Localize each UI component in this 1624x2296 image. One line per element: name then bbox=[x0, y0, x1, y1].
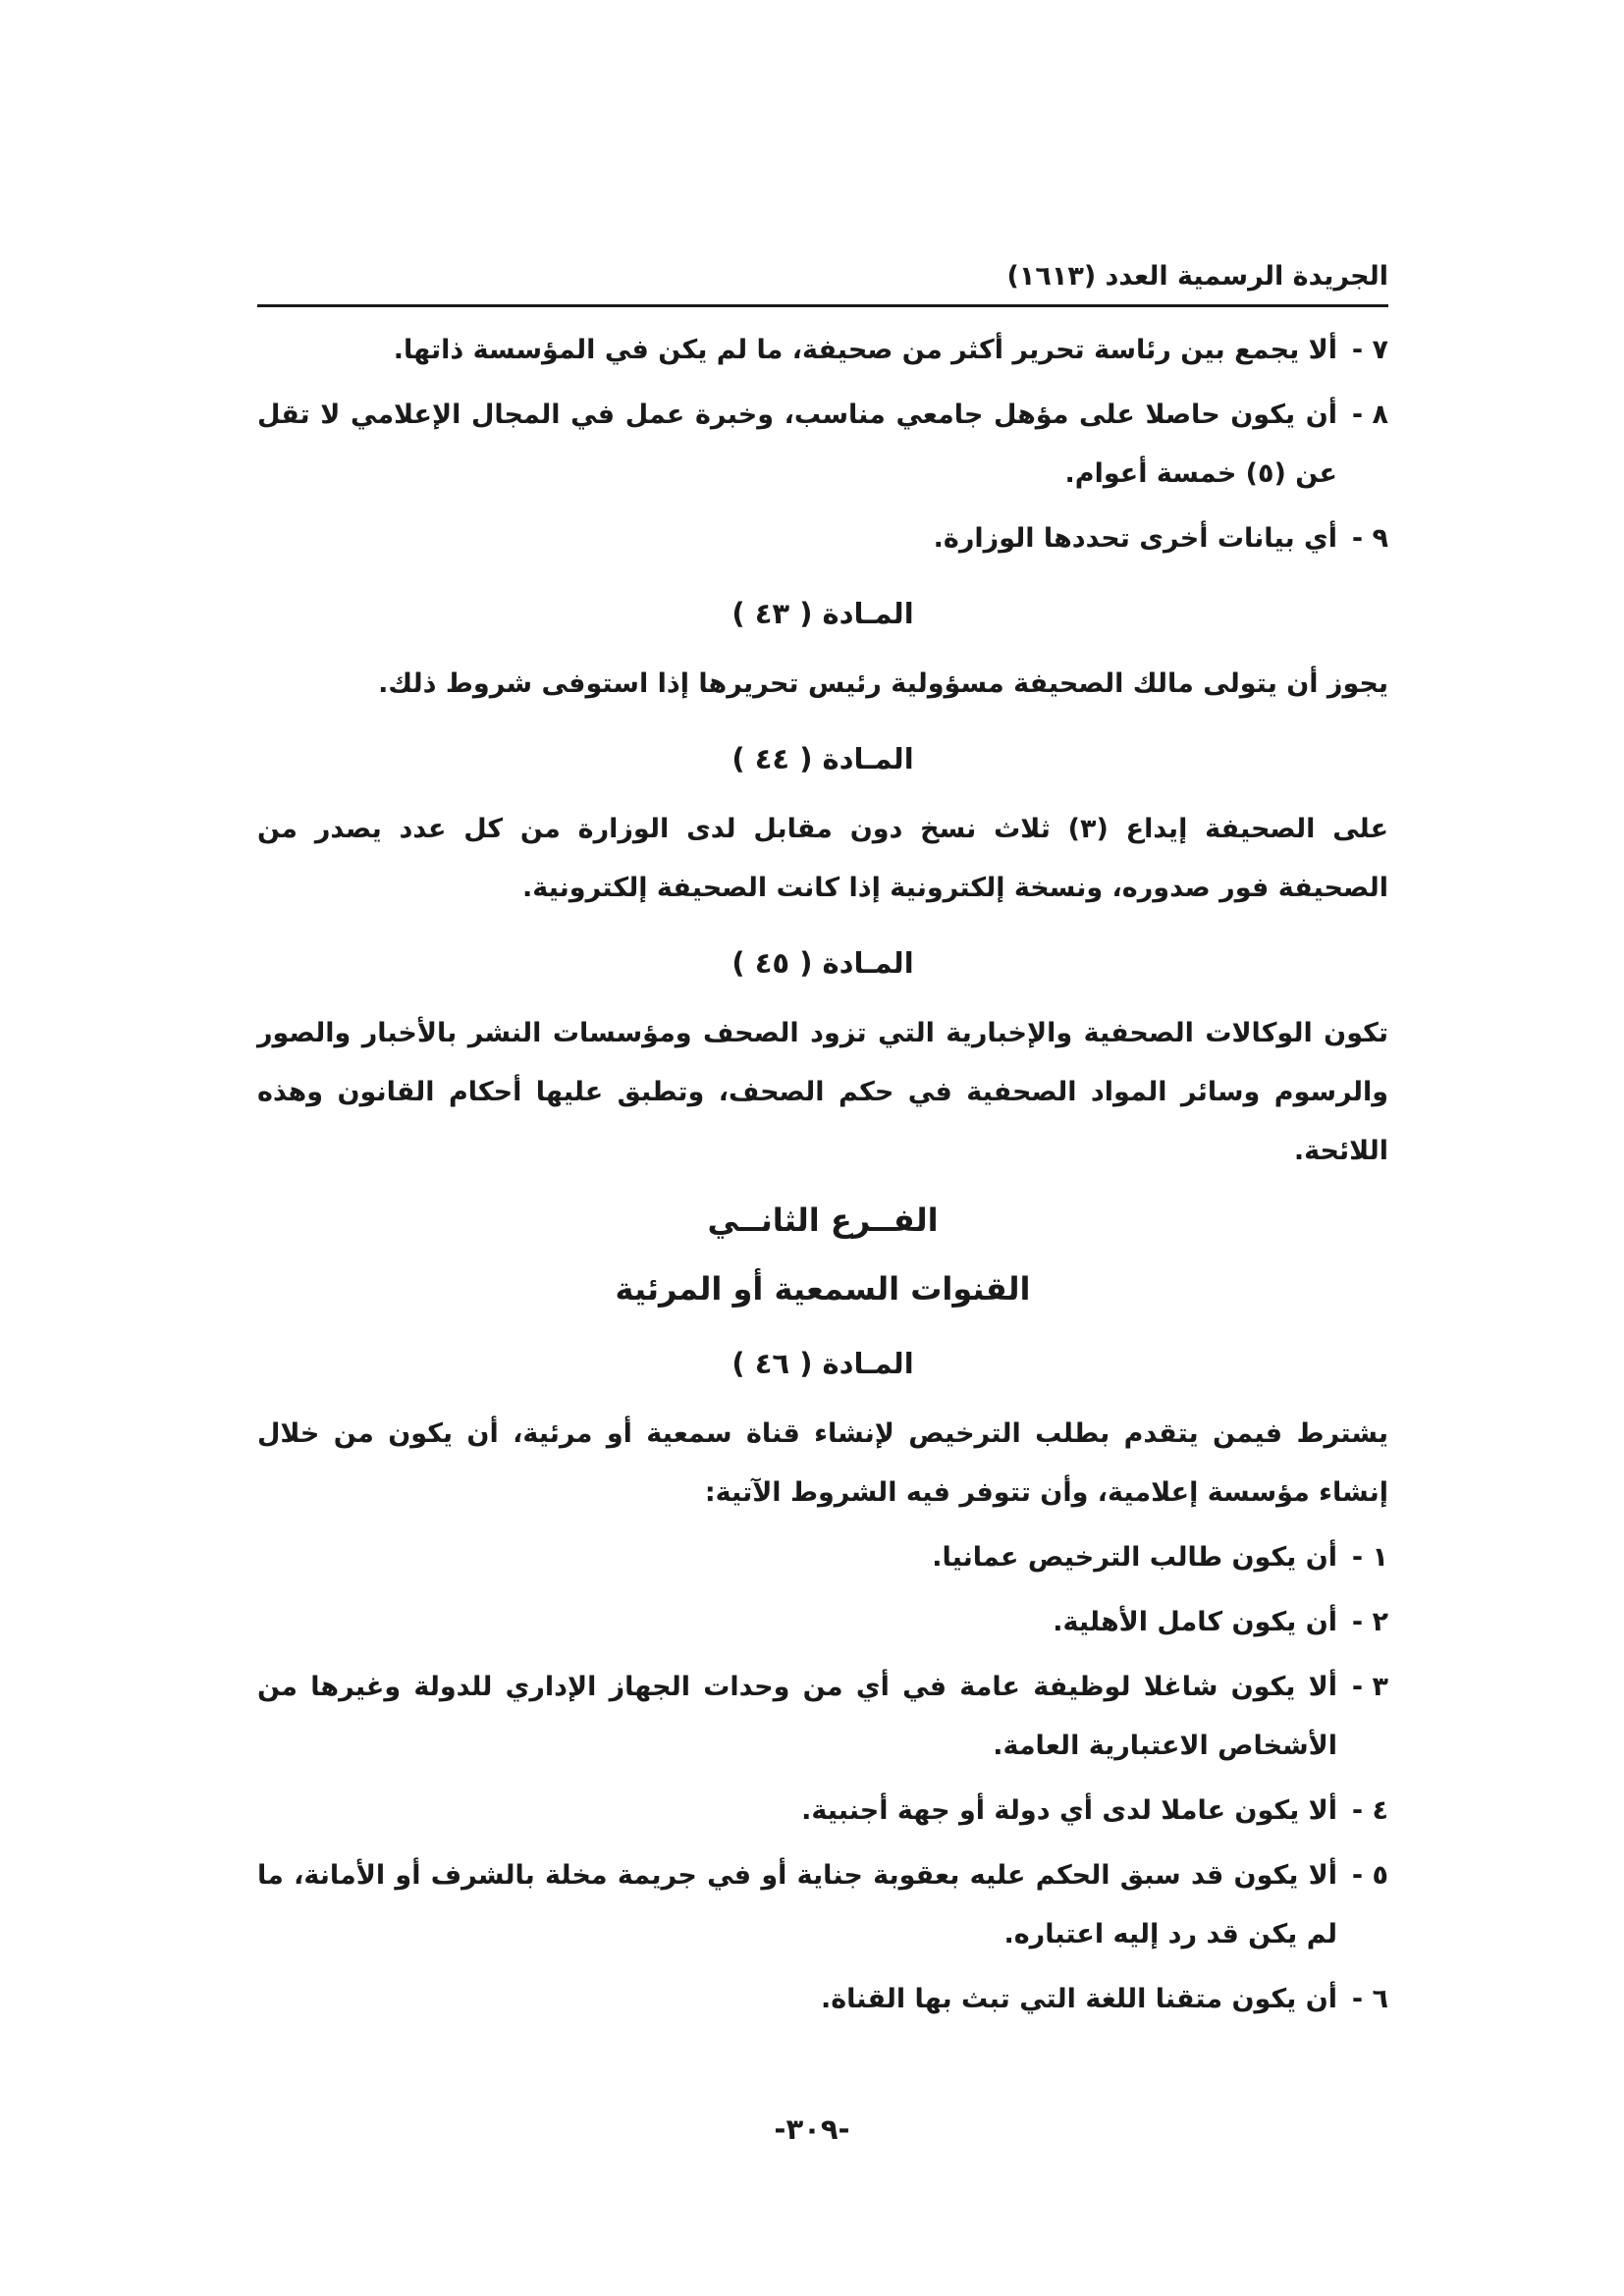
article-43-title: المـادة ( ٤٣ ) bbox=[731, 597, 914, 630]
article-46-title: المـادة ( ٤٦ ) bbox=[731, 1347, 914, 1380]
list-item-7 bbox=[257, 321, 1388, 380]
list-item-number: ٧ - bbox=[1351, 335, 1388, 365]
branch-subtitle: القنوات السمعية أو المرئية bbox=[615, 1270, 1031, 1308]
list-item-number: ٦ - bbox=[1351, 1984, 1388, 2014]
list-item-text: أي بيانات أخرى تحددها الوزارة. bbox=[933, 523, 1337, 554]
list-item-number: ١ - bbox=[1351, 1542, 1388, 1573]
branch-title: الفــرع الثانــي bbox=[707, 1201, 939, 1239]
list-item-number: ٤ - bbox=[1351, 1795, 1388, 1826]
list-item-text: أن يكون حاصلا على مؤهل جامعي مناسب، وخبرة عمل في المجال الإعلامي لا تقل عن (٥) خمسة أعوام. bbox=[257, 400, 1337, 489]
article-44-text: على الصحيفة إيداع (٣) ثلاث نسخ دون مقابل لدى الوزارة من كل عدد يصدر من الصحيفة فور صدوره، ونسخة إلكترونية إذا كانت الصحيفة إلكترونية. bbox=[257, 814, 1389, 903]
condition-item-6 bbox=[257, 1970, 1388, 2029]
condition-item-4 bbox=[257, 1782, 1388, 1841]
condition-item-2 bbox=[257, 1593, 1388, 1652]
list-item-number: ٥ - bbox=[1351, 1860, 1388, 1891]
article-46-text: يشترط فيمن يتقدم بطلب الترخيص لإنشاء قناة سمعية أو مرئية، أن يكون من خلال إنشاء مؤسسة إعلامية، وأن تتوفر فيه الشروط الآتية: bbox=[257, 1418, 1388, 1508]
running-header: الجريدة الرسمية العدد (١٦١٣) bbox=[257, 257, 1388, 307]
page-number: -٣٠٩- bbox=[774, 2112, 850, 2146]
list-item-text: ألا يكون شاغلا لوظيفة عامة في أي من وحدات الجهاز الإداري للدولة وغيرها من الأشخاص الاعتبارية العامة. bbox=[257, 1672, 1337, 1761]
list-item-text: ألا يكون عاملا لدى أي دولة أو جهة أجنبية. bbox=[801, 1795, 1337, 1826]
list-item-text: ألا يكون قد سبق الحكم عليه بعقوبة جناية أو في جريمة مخلة بالشرف أو الأمانة، ما لم يكن قد رد إليه اعتباره. bbox=[257, 1860, 1337, 1949]
list-item-9 bbox=[257, 509, 1388, 568]
article-43-text: يجوز أن يتولى مالك الصحيفة مسؤولية رئيس تحريرها إذا استوفى شروط ذلك. bbox=[378, 668, 1388, 699]
list-item-text: أن يكون متقنا اللغة التي تبث بها القناة. bbox=[820, 1984, 1337, 2014]
list-item-text: أن يكون كامل الأهلية. bbox=[1053, 1607, 1337, 1637]
list-item-number: ٨ - bbox=[1351, 400, 1388, 430]
condition-item-1 bbox=[257, 1528, 1388, 1587]
list-item-number: ٩ - bbox=[1351, 523, 1388, 554]
list-item-number: ٢ - bbox=[1351, 1607, 1388, 1637]
article-45-text: تكون الوكالات الصحفية والإخبارية التي تزود الصحف ومؤسسات النشر بالأخبار والصور والرسوم وسائر المواد الصحفية في حكم الصحف، وتطبق عليها أحكام القانون وهذه اللائحة. bbox=[257, 1018, 1388, 1166]
condition-item-5 bbox=[257, 1846, 1388, 1964]
document-page bbox=[257, 257, 1388, 2035]
article-45-title: المـادة ( ٤٥ ) bbox=[731, 946, 914, 980]
list-item-8 bbox=[257, 386, 1388, 504]
article-44-title: المـادة ( ٤٤ ) bbox=[731, 742, 914, 775]
list-item-number: ٣ - bbox=[1351, 1672, 1388, 1702]
condition-item-3 bbox=[257, 1658, 1388, 1776]
list-item-text: أن يكون طالب الترخيص عمانيا. bbox=[932, 1542, 1337, 1573]
list-item-text: ألا يجمع بين رئاسة تحرير أكثر من صحيفة، ما لم يكن في المؤسسة ذاتها. bbox=[393, 335, 1337, 365]
